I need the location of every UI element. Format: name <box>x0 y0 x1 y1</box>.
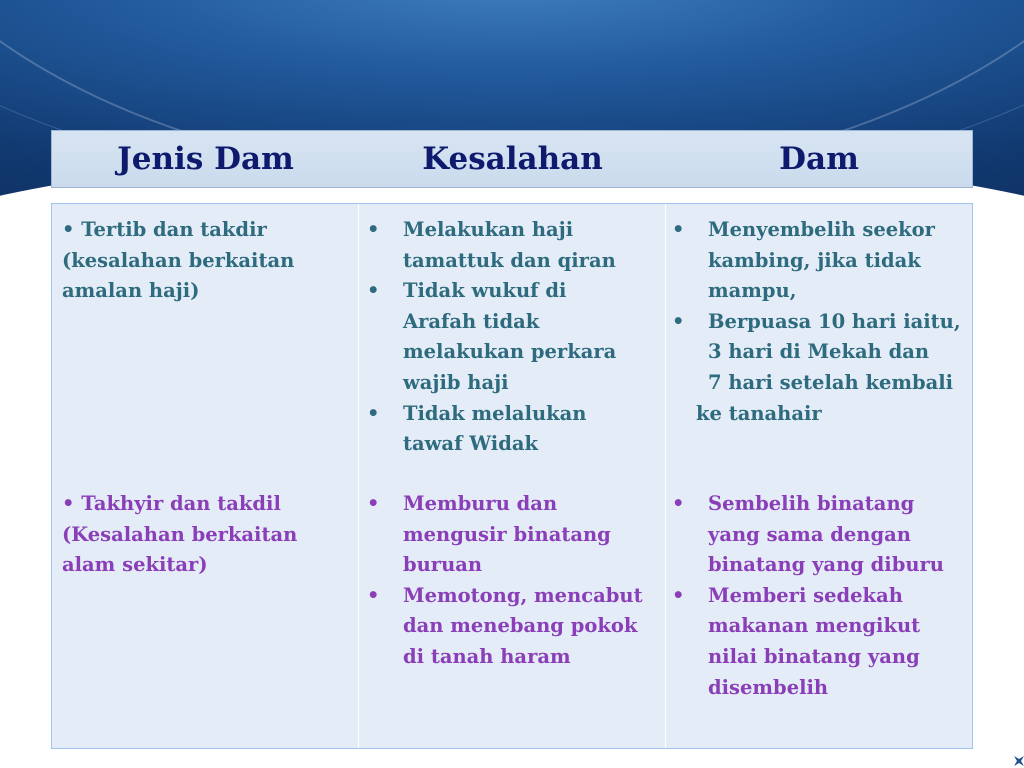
text-line: (kesalahan berkaitan <box>62 248 295 272</box>
text-line: makanan mengikut <box>708 614 921 638</box>
text-line: dan menebang pokok <box>403 614 638 638</box>
bullet-item <box>363 489 663 581</box>
text-line: Arafah tidak <box>403 309 540 333</box>
bullet-item <box>363 215 663 276</box>
column-jenis-dam <box>52 204 359 748</box>
text-line: ke tanahair <box>696 401 822 425</box>
bullet-item <box>363 399 663 460</box>
text-line: • Memotong, mencabut <box>403 583 643 607</box>
text-line: nilai binatang yang <box>708 644 920 668</box>
bullet-item <box>363 276 663 398</box>
dam-cell-row1 <box>668 215 971 429</box>
dam-cell-row2 <box>668 489 971 703</box>
text-line: • Berpuasa 10 hari iaitu, <box>708 309 961 333</box>
bullet-item <box>363 581 663 673</box>
column-kesalahan <box>359 204 666 748</box>
text-line: • Melakukan haji <box>403 218 574 241</box>
text-line: • Tidak wukuf di <box>403 279 567 303</box>
bullet-item <box>668 307 971 399</box>
text-line: binatang yang diburu <box>708 553 944 577</box>
jenis-cell-row2 <box>62 489 297 581</box>
text-line: yang sama dengan <box>708 522 911 546</box>
table-header-row <box>51 130 973 188</box>
header-jenis-dam: Jenis Dam <box>117 141 294 177</box>
text-line: • Sembelih binatang <box>708 492 915 515</box>
star-icon <box>1014 756 1024 766</box>
text-line: buruan <box>403 553 483 577</box>
text-line: amalan haji) <box>62 279 200 303</box>
text-line: 7 hari setelah kembali <box>708 370 954 394</box>
text-line: • Memburu dan <box>403 492 558 515</box>
text-line: kambing, jika tidak <box>708 248 921 272</box>
bullet-item <box>668 215 971 307</box>
text-line: wajib haji <box>403 370 509 394</box>
text-line: • Menyembelih seekor <box>708 218 935 241</box>
text-line: 3 hari di Mekah dan <box>708 340 930 364</box>
text-line: di tanah haram <box>403 644 571 668</box>
text-line: • Tertib dan takdir <box>62 218 267 241</box>
header-kesalahan: Kesalahan <box>422 141 603 177</box>
bullet-item <box>668 489 971 581</box>
kesalahan-cell-row1 <box>363 215 663 460</box>
text-line: tawaf Widak <box>403 432 538 456</box>
text-line: alam sekitar) <box>62 553 208 577</box>
text-line: mengusir binatang <box>403 522 611 546</box>
kesalahan-cell-row2 <box>363 489 663 673</box>
bullet-item <box>668 581 971 703</box>
column-dam <box>666 204 972 748</box>
text-line: tamattuk dan qiran <box>403 248 616 272</box>
text-line: melakukan perkara <box>403 340 617 364</box>
text-line: disembelih <box>708 675 829 699</box>
header-dam: Dam <box>779 141 859 177</box>
jenis-cell-row1 <box>62 215 294 307</box>
text-line: • Memberi sedekah <box>708 583 903 607</box>
text-line: • Takhyir dan takdil <box>62 492 281 515</box>
text-line: • Tidak melalukan <box>403 401 587 425</box>
text-line: mampu, <box>708 279 797 303</box>
text-line: (Kesalahan berkaitan <box>62 522 298 546</box>
table-body <box>51 203 973 749</box>
